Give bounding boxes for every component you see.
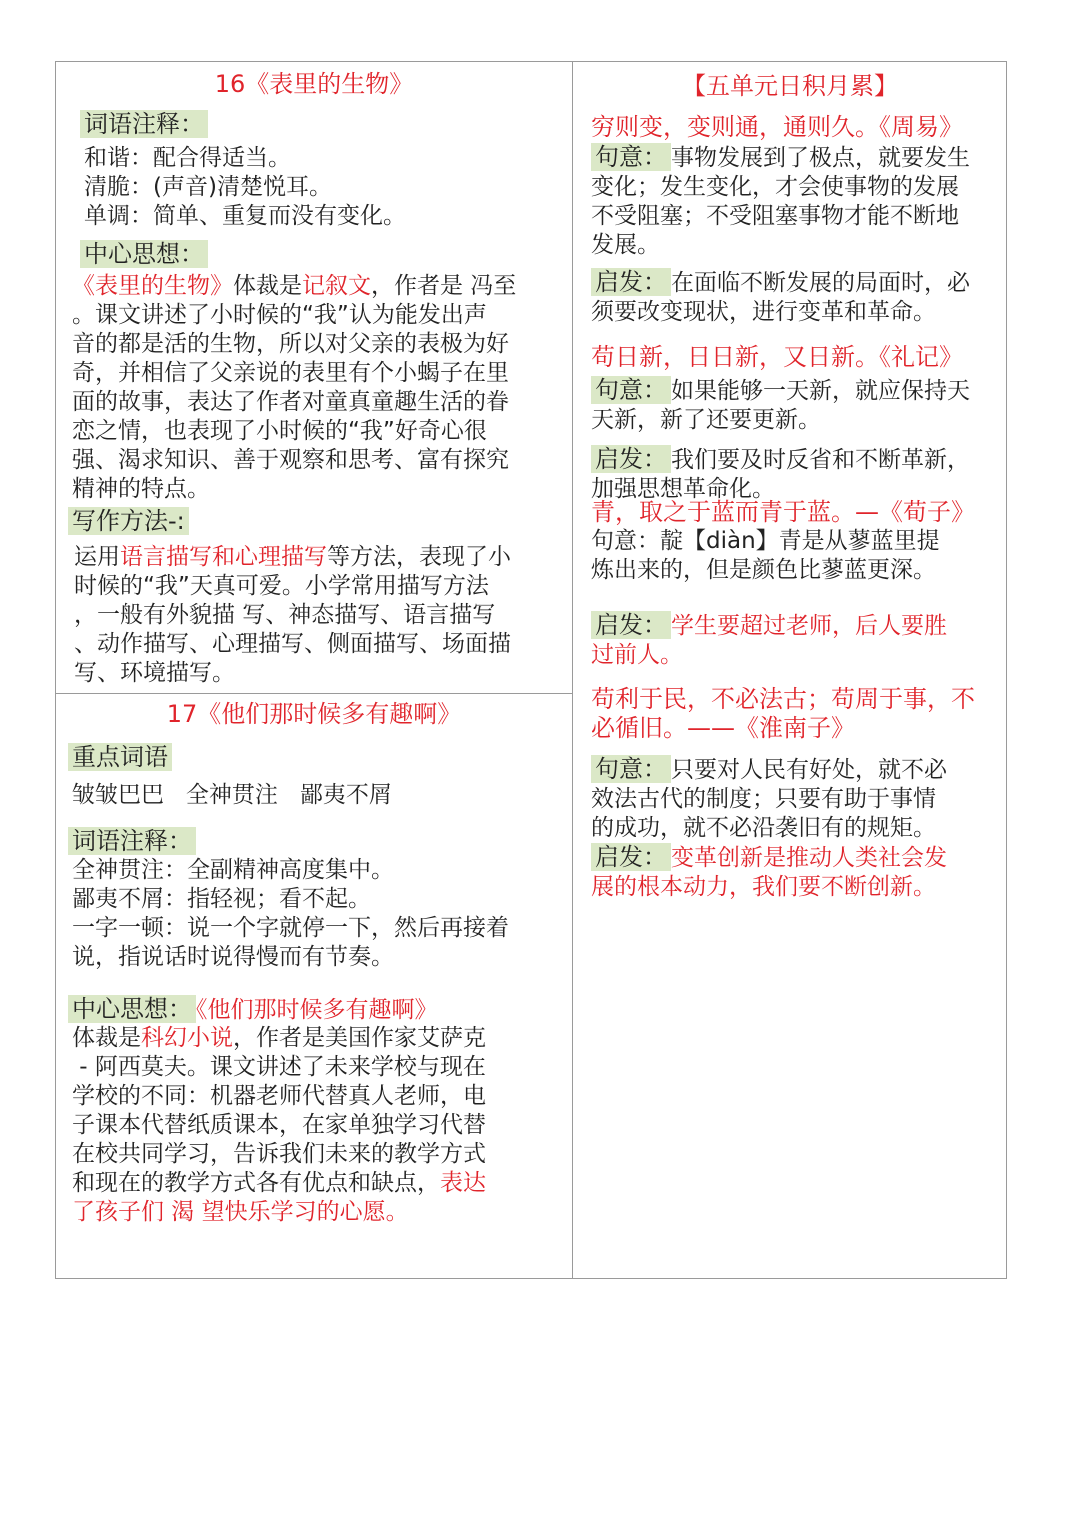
quote2-meaning: [591, 375, 970, 435]
lesson17-vocab-label: 词语注释：: [68, 826, 196, 857]
inspiration-line: 启发： 在面临不断发展的局面时，必: [591, 267, 970, 298]
quote-huainanzi: [591, 685, 975, 743]
lesson16-theme-label: 中心思想：: [80, 239, 208, 270]
method-line: 时候的“我”天真可爱。小学常用描写方法: [74, 573, 489, 599]
lesson17-key-words: 皱皱巴巴 全神贯注 鄙夷不屑: [72, 782, 392, 808]
quote-zhouyi: 穷则变，变则通，通则久。《周易》: [591, 113, 963, 141]
quote2-inspiration: [591, 444, 970, 504]
theme-line: 面的故事，表达了作者对童真童趣生活的眷: [72, 389, 509, 415]
method-line: 写、环境描写。: [74, 660, 235, 686]
meaning-line: 效法古代的制度；只要有助于事情: [591, 786, 936, 812]
meaning-line: 的成功，就不必沿袭旧有的规矩。: [591, 815, 936, 841]
theme-line: 在校共同学习，告诉我们未来的教学方式: [72, 1141, 486, 1167]
meaning-line: 天新，新了还要更新。: [591, 407, 821, 433]
theme-line: 强、渴求知识、善于观察和思考、富有探究: [72, 447, 509, 473]
meaning-line: 句意： 只要对人民有好处，就不必: [591, 754, 947, 785]
lesson16-vocab-label: 词语注释：: [80, 109, 208, 140]
meaning-line: 句意：靛【diàn】青是从蓼蓝里提: [591, 528, 940, 554]
theme-line: 恋之情，也表现了小时候的“我”好奇心很: [72, 418, 487, 444]
vocab-item: 单调：简单、重复而没有变化。: [84, 203, 406, 229]
meaning-line: 炼出来的，但是颜色比蓼蓝更深。: [591, 557, 936, 583]
inspiration-line: 加强思想革命化。: [591, 476, 775, 502]
lesson17-title: 17《他们那时候多有趣啊》: [166, 700, 462, 728]
inspiration-line: 展的根本动力，我们要不断创新。: [591, 874, 936, 900]
theme-line: 体裁是科幻小说，作者是美国作家艾萨克: [72, 1025, 486, 1051]
vocab-item: 清脆：(声音)清楚悦耳。: [84, 174, 332, 200]
quote4-meaning: [591, 754, 947, 843]
lesson17-theme-heading: 中心思想： 《他们那时候多有趣啊》: [68, 994, 438, 1025]
theme-line: 。课文讲述了小时候的“我”认为能发出声: [72, 302, 487, 328]
lesson16-method-text: [74, 543, 511, 688]
vocab-item: 全神贯注：全副精神高度集中。: [72, 857, 394, 883]
column-divider: [572, 61, 573, 1279]
quote1-inspiration: [591, 267, 970, 327]
quote1-meaning: [591, 142, 970, 260]
quote-liji: 苟日新，日日新，又日新。《礼记》: [591, 343, 963, 371]
lesson17-key-label: 重点词语: [68, 742, 172, 773]
inspiration-line: 过前人。: [591, 642, 683, 668]
theme-line: 子课本代替纸质课本，在家单独学习代替: [72, 1112, 486, 1138]
theme-line: 了孩子们 渴 望快乐学习的心愿。: [72, 1199, 409, 1225]
theme-line: 《表里的生物》体裁是记叙文，作者是 冯至: [72, 273, 517, 299]
lesson17-vocab-list: [72, 856, 509, 972]
theme-line: 和现在的教学方式各有优点和缺点，表达: [72, 1170, 486, 1196]
theme-line: 奇，并相信了父亲说的表里有个小蝎子在里: [72, 360, 509, 386]
theme-line: - 阿西莫夫。课文讲述了未来学校与现在: [72, 1054, 486, 1080]
vocab-item: 鄙夷不屑：指轻视；看不起。: [72, 886, 371, 912]
row-divider: [55, 693, 573, 694]
lesson16-title: 16《表里的生物》: [214, 70, 414, 98]
unit5-title: 【五单元日积月累】: [682, 72, 898, 100]
quote-line: 必循旧。——《淮南子》: [591, 714, 855, 742]
lesson16-vocab-list: [84, 144, 406, 231]
quote-xunzi: 青，取之于蓝而青于蓝。—《荀子》: [591, 498, 975, 526]
quote3-inspiration: [591, 610, 947, 670]
meaning-line: 发展。: [591, 232, 660, 258]
theme-line: 音的都是活的生物，所以对父亲的表极为好: [72, 331, 509, 357]
theme-line: 学校的不同：机器老师代替真人老师，电: [72, 1083, 486, 1109]
method-line: ，一般有外貌描 写、神态描写、语言描写: [74, 602, 496, 628]
lesson17-theme-text: [72, 1024, 486, 1227]
inspiration-line: 须要改变现状，进行变革和革命。: [591, 299, 936, 325]
quote-line: 苟利于民，不必法古；苟周于事，不: [591, 685, 975, 713]
meaning-line: 不受阻塞；不受阻塞事物才能不断地: [591, 203, 959, 229]
meaning-line: 变化；发生变化，才会使事物的发展: [591, 174, 959, 200]
meaning-line: 句意： 如果能够一天新，就应保持天: [591, 375, 970, 406]
quote4-inspiration: [591, 842, 947, 902]
vocab-item: 一字一顿：说一个字就停一下，然后再接着: [72, 915, 509, 941]
lesson16-theme-text: [72, 272, 516, 504]
theme-line: 精神的特点。: [72, 476, 210, 502]
meaning-line: 句意： 事物发展到了极点，就要发生: [591, 142, 970, 173]
inspiration-line: 启发： 变革创新是推动人类社会发: [591, 842, 947, 873]
quote3-meaning: [591, 527, 940, 585]
lesson16-method-label: 写作方法-:: [68, 506, 189, 537]
inspiration-line: 启发： 我们要及时反省和不断革新，: [591, 444, 970, 475]
vocab-item: 和谐：配合得适当。: [84, 145, 291, 171]
method-line: 运用语言描写和心理描写等方法，表现了小: [74, 544, 511, 570]
method-line: 、动作描写、心理描写、侧面描写、场面描: [74, 631, 511, 657]
inspiration-line: 启发： 学生要超过老师，后人要胜: [591, 610, 947, 641]
vocab-item: 说，指说话时说得慢而有节奏。: [72, 944, 394, 970]
